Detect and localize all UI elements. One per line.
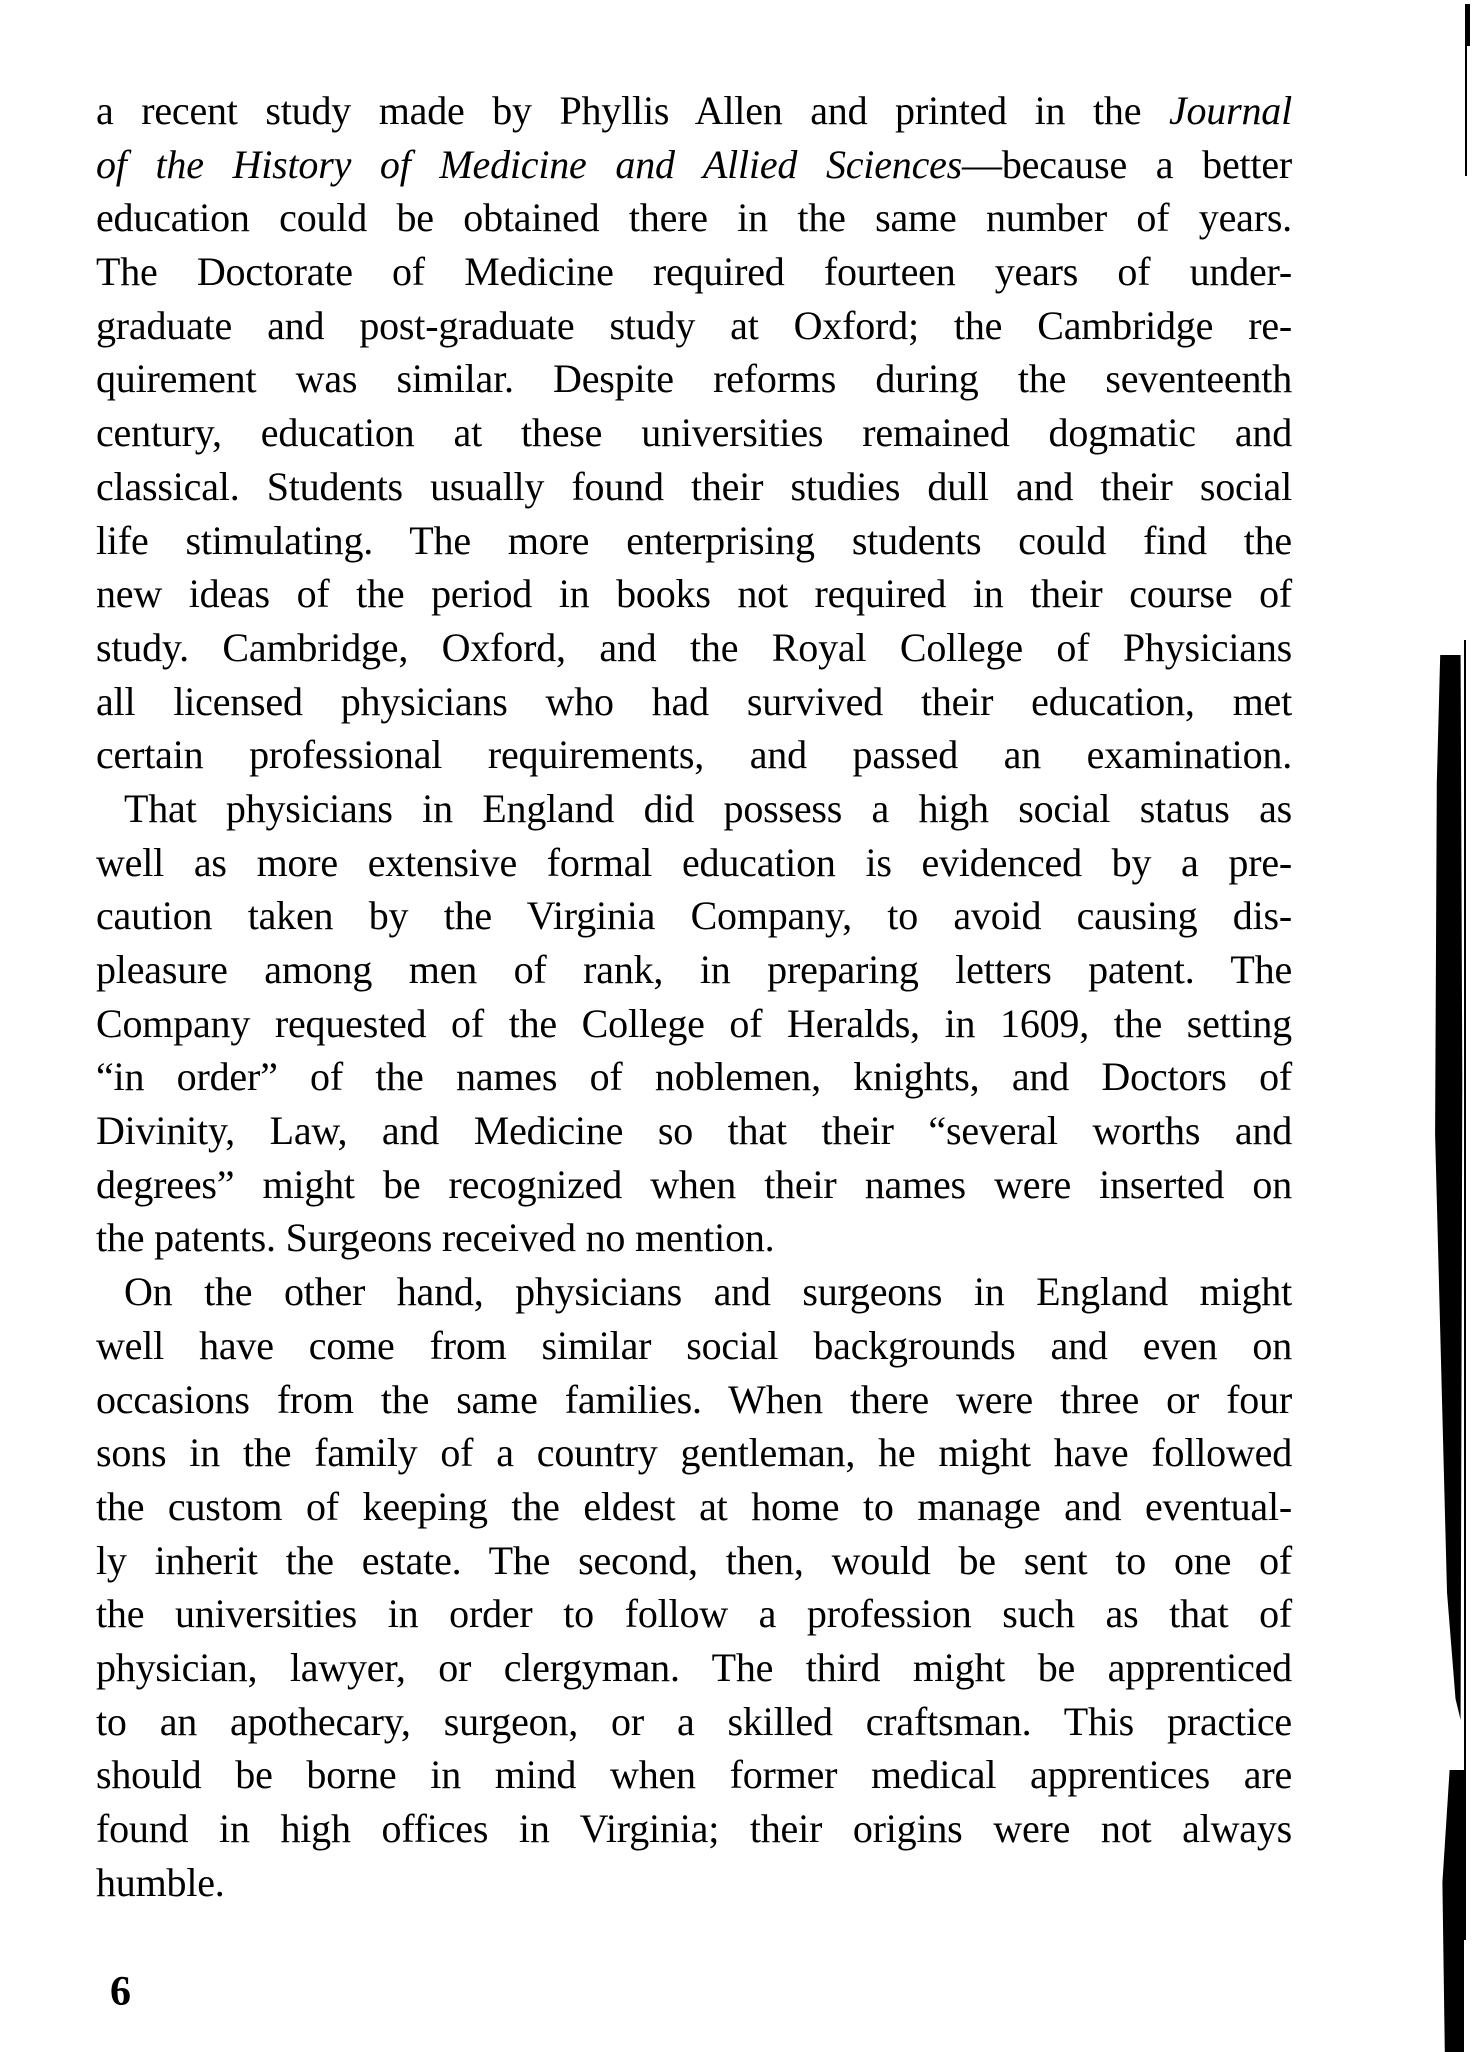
text-line: the custom of keeping the eldest at home to manage and eventual- [96, 1483, 1292, 1529]
text-line: education could be obtained there in the same number of years. [96, 195, 1292, 241]
text-line: physician, lawyer, or clergyman. The third might be apprenticed [96, 1644, 1292, 1690]
page-number: 6 [110, 1969, 131, 2015]
scan-binding-shadow [1430, 655, 1464, 1720]
journal-title-italic: Journal [1168, 88, 1292, 133]
text-line: degrees” might be recognized when their names were inserted on [96, 1161, 1292, 1207]
text-line: a recent study made by Phyllis Allen and printed in the Journal [96, 88, 1292, 133]
text-line: “in order” of the names of noblemen, knights, and Doctors of [96, 1054, 1292, 1100]
text-line: The Doctorate of Medicine required fourteen years of under- [96, 249, 1292, 295]
paragraph-end-line: the patents. Surgeons received no mention. [96, 1215, 775, 1261]
text-line: occasions from the same families. When there were three or four [96, 1376, 1292, 1422]
page-body-text [96, 84, 1292, 1909]
text-line: certain professional requirements, and passed an examination. [96, 732, 1292, 778]
text-line: Company requested of the College of Heralds, in 1609, the setting [96, 1000, 1292, 1046]
text-line: found in high offices in Virginia; their origins were not always [96, 1806, 1292, 1851]
text-line: should be borne in mind when former medical apprentices are [96, 1752, 1292, 1798]
scan-edge-line [1464, 640, 1466, 1940]
paragraph-start-line: On the other hand, physicians and surgeons in England might [124, 1269, 1292, 1315]
scan-edge-mark [1465, 4, 1470, 46]
text-line: life stimulating. The more enterprising students could find the [96, 517, 1292, 563]
text-line: century, education at these universities remained dogmatic and [96, 410, 1292, 456]
text-line: ly inherit the estate. The second, then, would be sent to one of [96, 1537, 1292, 1583]
text-line: of the History of Medicine and Allied Sciences—because a better [96, 141, 1292, 187]
text-line: well have come from similar social backgrounds and even on [96, 1322, 1292, 1368]
text-line: quirement was similar. Despite reforms during the seventeenth [96, 356, 1292, 402]
text-line: new ideas of the period in books not required in their course of [96, 571, 1292, 617]
text-line: caution taken by the Virginia Company, to avoid causing dis- [96, 893, 1292, 939]
text-line: well as more extensive formal education is evidenced by a pre- [96, 839, 1292, 885]
text-line: graduate and post-graduate study at Oxford; the Cambridge re- [96, 302, 1292, 348]
journal-title-italic: of the History of Medicine and Allied Sciences [96, 141, 963, 187]
text-line: Divinity, Law, and Medicine so that their “several worths and [96, 1108, 1292, 1154]
paragraph-start-line: That physicians in England did possess a high social status as [124, 785, 1292, 831]
text-line: to an apothecary, surgeon, or a skilled craftsman. This practice [96, 1698, 1292, 1744]
paragraph-end-line: humble. [96, 1859, 225, 1905]
text-line: pleasure among men of rank, in preparing letters patent. The [96, 947, 1292, 992]
text-line: sons in the family of a country gentleman, he might have followed [96, 1430, 1292, 1476]
scan-edge-mark [1465, 46, 1467, 176]
text-line: study. Cambridge, Oxford, and the Royal College of Physicians [96, 624, 1292, 670]
text-line: all licensed physicians who had survived their education, met [96, 678, 1292, 724]
text-line: classical. Students usually found their studies dull and their social [96, 463, 1292, 509]
text-line: the universities in order to follow a profession such as that of [96, 1591, 1292, 1637]
scan-binding-shadow [1440, 1770, 1464, 2052]
